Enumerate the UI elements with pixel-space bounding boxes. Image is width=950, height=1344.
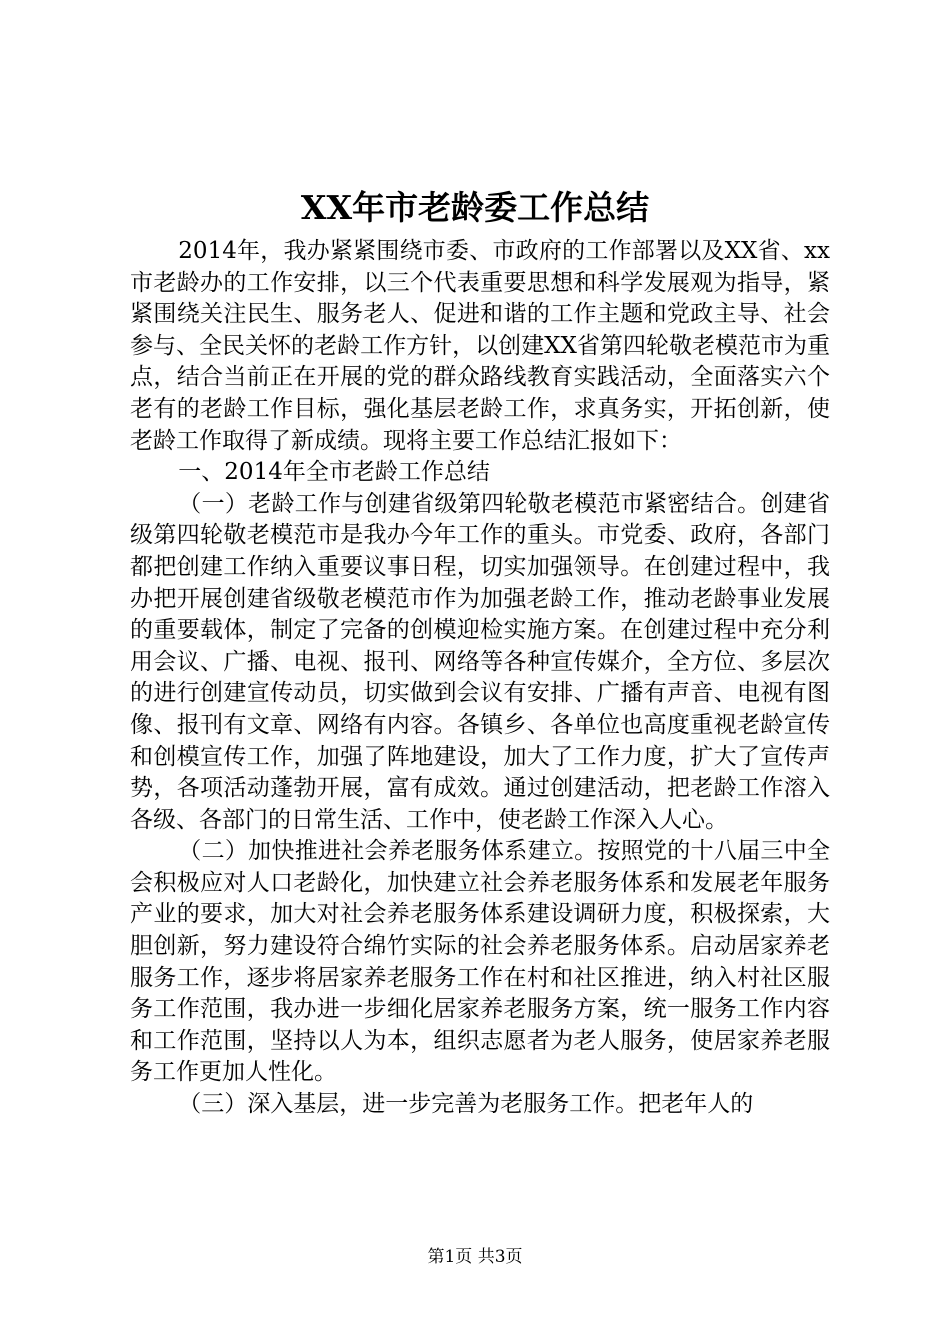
paragraph-item-1: （一）老龄工作与创建省级第四轮敬老模范市紧密结合。创建省级第四轮敬老模范市是我办今年工作的重头。市党委、政府，各部门都把创建工作纳入重要议事日程，切实加强领导。在创建过程中，我办把开展创建省级敬老模范市作为加强老龄工作，推动老龄事业发展的重要载体，制定了完备的创模迎检实施方案。在创建过程中充分利用会议、广播、电视、报刊、网络等各种宣传媒介，全方位、多层次的进行创建宣传动员，切实做到会议有安排、广播有声音、电视有图像、报刊有文章、网络有内容。各镇乡、各单位也高度重视老龄宣传和创模宣传工作，加强了阵地建设，加大了工作力度，扩大了宣传声势，各项活动蓬勃开展，富有成效。通过创建活动，把老龄工作溶入各级、各部门的日常生活、工作中，使老龄工作深入人心。 <box>130 490 830 833</box>
paragraph-item-3: （三）深入基层，进一步完善为老服务工作。把老年人的 <box>178 1091 754 1118</box>
page-footer: 第1页 共3页 <box>427 1247 523 1267</box>
intro-paragraph: 2014年，我办紧紧围绕市委、市政府的工作部署以及XX省、xx市老龄办的工作安排，以三个代表重要思想和科学发展观为指导，紧紧围绕关注民生、服务老人、促进和谐的工作主题和党政主导、社会参与、全民关怀的老龄工作方针，以创建XX省第四轮敬老模范市为重点，结合当前正在开展的党的群众路线教育实践活动，全面落实六个老有的老龄工作目标，强化基层老龄工作，求真务实，开拓创新，使老龄工作取得了新成绩。现将主要工作总结汇报如下： <box>130 238 830 454</box>
paragraph-item-2: （二）加快推进社会养老服务体系建立。按照党的十八届三中全会积极应对人口老龄化，加快建立社会养老服务体系和发展老年服务产业的要求，加大对社会养老服务体系建设调研力度，积极探索，大胆创新，努力建设符合绵竹实际的社会养老服务体系。启动居家养老服务工作，逐步将居家养老服务工作在村和社区推进，纳入村社区服务工作范围，我办进一步细化居家养老服务方案，统一服务工作内容和工作范围，坚持以人为本，组织志愿者为老人服务，使居家养老服务工作更加人性化。 <box>130 838 830 1086</box>
document-body <box>130 236 830 1121</box>
document-title: XX年市老龄委工作总结 <box>300 188 650 227</box>
section-heading: 一、2014年全市老龄工作总结 <box>178 459 490 486</box>
